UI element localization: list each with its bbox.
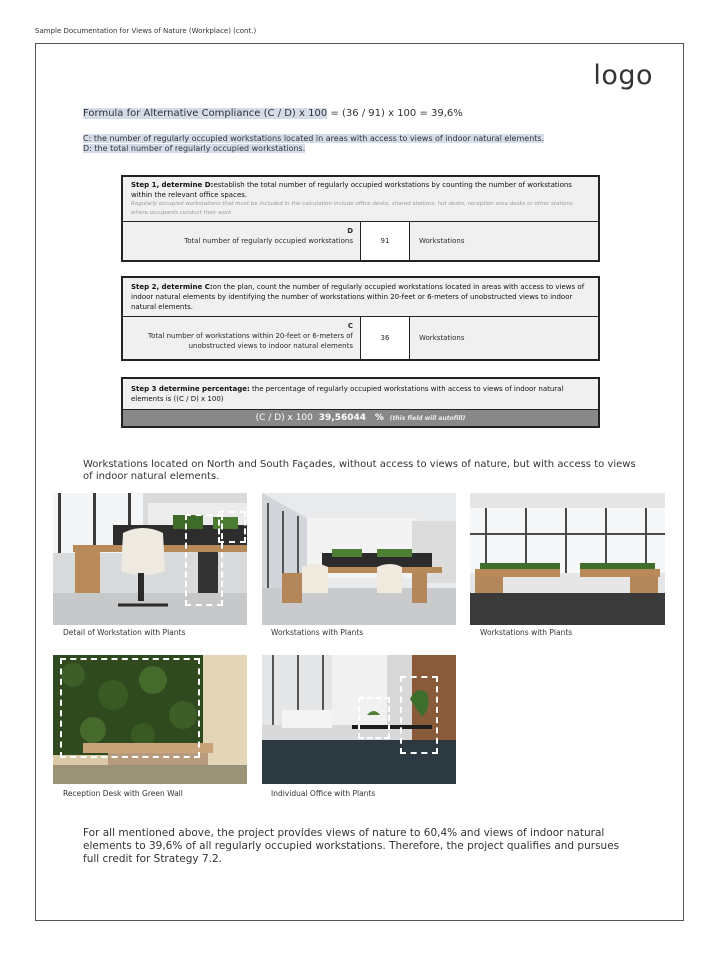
step-2-text: on the plan, count the number of regularly occupied workstations located in areas with access to views of indoor natural elements by identifying the number of workstations within 20-feet or 6-meters of unobstructed views to indoor natural elements. — [131, 283, 585, 311]
workstations-total-field[interactable]: 91 — [361, 222, 410, 260]
photo-workstations-2 — [470, 493, 665, 625]
step-1-box — [121, 175, 600, 262]
photo-caption: Reception Desk with Green Wall — [63, 789, 183, 798]
photo-workstation-detail — [53, 493, 247, 625]
step-2-letter: C — [347, 322, 353, 330]
highlight-box — [400, 676, 438, 754]
step-2-row — [123, 316, 598, 359]
highlight-box — [358, 697, 390, 739]
result-unit: % — [374, 413, 384, 423]
step-1-text: establish the total number of regularly occupied workstations by counting the number of workstations within the relevant office spaces. — [131, 181, 572, 199]
intro-paragraph: Workstations located on North and South Façades, without access to views of nature, but with access to views of indoor natural elements. — [83, 459, 636, 482]
highlight-box — [218, 511, 246, 543]
formula-label: Formula for Alternative Compliance (C / D) x 100 — [83, 108, 328, 119]
formula-result: = (36 / 91) x 100 = 39,6% — [327, 108, 463, 119]
page-frame — [35, 43, 684, 921]
percentage-result-bar — [123, 409, 598, 426]
step-1-title: Step 1, determine D: — [131, 181, 214, 189]
step-1-row — [123, 221, 598, 260]
formula-line — [83, 108, 463, 119]
step-1-letter: D — [347, 227, 353, 235]
step-1-label-cell — [123, 222, 361, 260]
step-2-header — [123, 278, 598, 316]
step-3-title: Step 3 determine percentage: — [131, 385, 250, 393]
step-3-header — [123, 379, 598, 409]
step-2-title: Step 2, determine C: — [131, 283, 213, 291]
photo-caption: Detail of Workstation with Plants — [63, 628, 186, 637]
photo-workstations-1 — [262, 493, 456, 625]
step-1-label: Total number of regularly occupied workstations — [184, 237, 353, 245]
step-3-box — [121, 377, 600, 428]
conclusion-paragraph: For all mentioned above, the project provides views of nature to 60,4% and views of indoor natural elements to 39,6% of all regularly occupied workstations. Therefore, the project qualifies and pursues full credit for Strategy 7.2. — [83, 827, 620, 865]
result-formula: (C / D) x 100 — [255, 413, 313, 423]
definitions — [83, 134, 544, 154]
step-2-box — [121, 276, 600, 361]
definition-c: C: the number of regularly occupied workstations located in areas with access to views of indoor natural elements. — [83, 134, 545, 143]
autofill-note: (this field will autofill) — [389, 415, 466, 422]
percentage-result-field[interactable]: 39,56044 — [318, 413, 367, 423]
step-1-header — [123, 177, 598, 221]
step-1-unit: Workstations — [410, 222, 598, 260]
photo-reception-desk — [53, 655, 247, 784]
step-1-note: Regularly occupied workstations that must be included in the calculation include office desks, shared stations, hot desks, reception area desks or other stations where occupants conduct their work. — [131, 201, 573, 216]
definition-d: D: the total number of regularly occupied workstations. — [83, 144, 306, 153]
step-2-label: Total number of workstations within 20-feet or 6-meters of unobstructed views to indoor natural elements — [148, 332, 353, 350]
document-header: Sample Documentation for Views of Nature (Workplace) (cont.) — [35, 27, 257, 35]
step-2-label-cell — [123, 317, 361, 359]
photo-individual-office — [262, 655, 456, 784]
logo-placeholder: logo — [593, 60, 653, 91]
photo-caption: Individual Office with Plants — [271, 789, 376, 798]
photo-caption: Workstations with Plants — [271, 628, 364, 637]
photo-caption: Workstations with Plants — [480, 628, 573, 637]
workstations-indoor-views-field[interactable]: 36 — [361, 317, 410, 359]
highlight-box — [60, 658, 200, 758]
step-3-text: the percentage of regularly occupied workstations with access to views of indoor natural elements is ((C / D) x 100) — [131, 385, 564, 403]
step-2-unit: Workstations — [410, 317, 598, 359]
